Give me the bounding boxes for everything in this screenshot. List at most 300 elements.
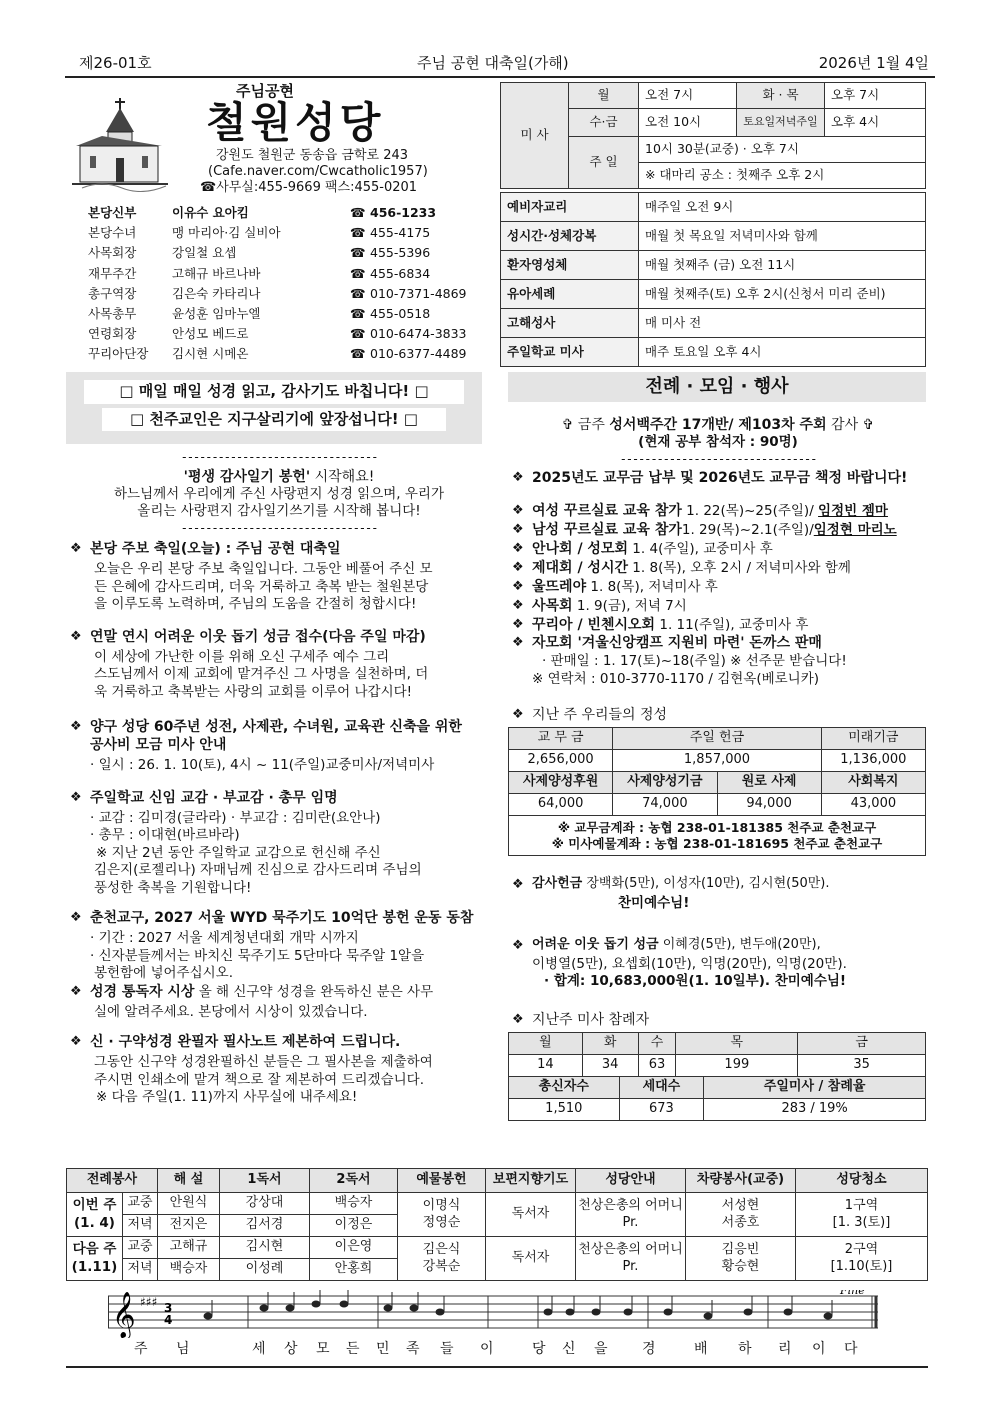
schedule-value: 매월 첫 목요일 저녁미사와 함께 [639,222,926,251]
staff-phone[interactable]: 010-6474-3833 [370,326,467,342]
footer-rule [66,1366,928,1368]
staff-role: 본당신부 [88,205,137,220]
diamond-icon: ❖ [512,635,524,651]
dues-notice [508,469,928,488]
roster-header: 성당안내 [576,1169,686,1193]
mass-time: 10시 30분(교중) · 오후 7시 [639,137,926,163]
mass-schedule-table [500,82,926,189]
lyric-syllable: 다 [844,1341,858,1357]
diamond-icon: ❖ [70,910,82,926]
roster-week-date: (1.11) [71,1258,118,1275]
notice-line: · 일시 : 26. 1. 10(토), 4시 ~ 11(주일)교중미사/저녁미사 [90,757,435,774]
parish-kicker: 주님공현 [236,82,294,100]
mass-day: 주 일 [569,137,639,189]
treble-clef-icon: 𝄞 [112,1292,136,1338]
gratitude-title: '평생 감사일기 봉헌' [183,468,311,485]
notice-line: 봉헌함에 넣어주십시오. [94,965,233,982]
music-note [566,1309,575,1316]
diamond-icon: ❖ [512,503,524,519]
thanks-list: 장백화(5만), 이성자(10만), 김시현(50만). [582,876,830,892]
staff-name: 김은숙 카타리나 [172,285,261,301]
notice-heading [66,789,492,808]
roster-cell: 교중 [123,1237,158,1259]
schedule-key: 주일학교 미사 [501,338,639,367]
bible-title: 성서백주간 17개반/ 제103차 주회 [609,417,827,433]
mass-time: 오전 7시 [639,83,737,109]
attendance-header: 금 [798,1032,926,1054]
schedule-value: 매 미사 전 [639,309,926,338]
staff-phone[interactable]: 455-6834 [370,265,431,281]
parish-name: 철원성당 [206,98,385,147]
notice-item [66,1033,492,1107]
diamond-icon: ❖ [512,541,524,556]
staff-row [88,326,498,346]
roster-header: 성당청소 [796,1169,928,1193]
music-note [664,1309,673,1316]
lyric-syllable: 족 [406,1341,420,1357]
phone-icon: ☎ [350,225,366,241]
offering-header: 교 무 금 [509,728,613,750]
roster-cell: 저녁 [123,1259,158,1281]
roster-cell [796,1193,928,1237]
notice-title: 춘천교구, 2027 서울 WYD 묵주기도 10억단 봉헌 운동 동참 [90,910,474,927]
schedule-value: 매월 첫째주 (금) 오전 11시 [639,251,926,280]
schedule-key: 유아세례 [501,280,639,309]
staff-role: 꾸리아단장 [88,346,149,362]
notice-heading-2 [66,736,492,755]
staff-name: 윤성훈 임마누엘 [172,305,261,321]
schedule-row [501,193,926,222]
issue-title: 주님 공현 대축일(가해) [417,54,569,72]
staff-role: 총구역장 [88,285,137,301]
event-detail: 1. 8(목), 오후 2시 / 저녁미사와 함께 [628,559,851,576]
schedule-key: 성시간·성체강복 [501,222,639,251]
notice-item [66,909,492,983]
notice-item [66,540,492,614]
event-title: 자모회 '겨울신앙캠프 지원비 마련' 돈까스 판매 [532,635,822,652]
lyrics [130,1340,870,1362]
roster-cell: 전지은 [158,1215,220,1237]
attendance-value: 283 / 19% [704,1098,926,1120]
notice-item [66,789,492,898]
notice-line: 실에 알려주세요. 본당에서 시상이 있겠습니다. [94,1003,368,1020]
diamond-icon: ❖ [512,877,524,893]
divider: - - - - - - - - - - - - - - - - - - - - - - - - - - - - - - - - [182,450,376,464]
event-person: 임정현 마리노 [813,522,897,539]
notice-title: 성경 통독자 시상 [90,984,195,1001]
phone-icon: ☎ [350,326,366,342]
poor-title: 어려운 이웃 돕기 성금 [532,936,659,952]
attendance-value: 199 [676,1054,798,1076]
lyric-syllable: 이 [480,1341,494,1357]
event-title: 안나회 / 성모회 [532,541,629,557]
roster-cell [686,1237,796,1281]
mass-label: 미 사 [501,83,569,189]
roster-cell [686,1193,796,1237]
notice-line: 스도님께서 이제 교회에 맡겨주신 그 사명을 실천하며, 더 [94,666,429,683]
phone-icon: ☎ [350,205,366,220]
event-item [508,597,928,616]
roster-header: 보편지향기도 [486,1169,576,1193]
diamond-icon: ❖ [512,616,524,632]
lyric-syllable: 경 [642,1341,656,1357]
roster-cell [796,1237,928,1281]
offering-value: 43,000 [821,794,925,816]
roster-header: 전례봉사 [67,1169,158,1193]
notice-title-2: 공사비 모금 미사 안내 [90,737,227,754]
offering-header: 미래기금 [821,728,925,750]
staff-list [88,205,498,367]
attendance-value: 673 [619,1098,704,1120]
diamond-icon: ❖ [70,629,82,644]
roster-cell-line: [1.10(토)] [830,1258,893,1274]
lyric-syllable: 상 [284,1341,298,1357]
notice-line: 욱 거룩하고 축복받는 사랑의 교회를 이루어 나갑시다! [94,683,413,700]
divider: - - - - - - - - - - - - - - - - - - - - - - - - - - - - - - - - [621,451,815,466]
thanks-end: 찬미예수님! [618,895,690,912]
schedule-row [501,251,926,280]
event-item [508,616,928,635]
poor-total: · 합계: 10,683,000원(1. 10일부). 찬미예수님! [544,973,847,990]
parish-cafe[interactable]: (Cafe.naver.com/Cwcatholic1957) [208,164,428,179]
music-note [204,1313,213,1320]
svg-text:♯♯♯: ♯♯♯ [140,1295,158,1309]
lyric-syllable: 당 [532,1341,546,1357]
diamond-icon: ❖ [512,707,524,723]
bible-post: 감사 ✞ [826,417,875,433]
staff-name: 고해규 바르나바 [172,265,261,281]
offering-header: 원로 사제 [717,772,821,794]
schedule-key: 고해성사 [501,309,639,338]
attendance-header: 세대수 [619,1076,704,1098]
staff-phone[interactable]: 455-0518 [370,305,431,321]
notice-line: 그동안 신구약 성경완필하신 분들은 그 필사본을 제출하여 [94,1054,433,1071]
music-note [312,1301,321,1308]
phone-icon: ☎ [350,285,366,301]
event-title: 제대회 / 성시간 [532,559,629,576]
bible-pre: ✞ 금주 [561,417,610,433]
schedule-key: 환자영성체 [501,251,639,280]
schedule-value: 매주일 오전 9시 [639,193,926,222]
staff-row [88,286,498,306]
notice-line: 주시면 인쇄소에 맡겨 책으로 잘 제본하여 드리겠습니다. [94,1071,424,1088]
roster-cell-line: 천상은총의 어머니 [578,1197,683,1213]
roster-week-label: 다음 주 [72,1240,117,1257]
music-note [286,1305,295,1312]
banner-line: □ 매일 매일 성경 읽고, 감사기도 바칩니다! □ [84,380,464,404]
schedule-row [501,280,926,309]
church-icon [72,96,168,192]
event-item [508,521,928,540]
event-item [508,502,928,521]
diamond-icon: ❖ [512,578,524,594]
staff-role: 사목회장 [88,245,137,261]
phone-icon: ☎ [350,245,366,261]
music-note [592,1309,601,1316]
roster-cell-line: 김응빈 [721,1241,760,1257]
diamond-icon: ❖ [512,1011,524,1027]
banner-line: □ 천주교인은 지구살리기에 앞장섭니다! □ [102,408,446,432]
svg-text:4: 4 [164,1313,173,1327]
mass-time: 오전 10시 [639,109,737,137]
lyric-syllable: 모 [316,1341,330,1357]
offering-value: 1,857,000 [613,750,822,772]
lyric-syllable: 민 [376,1341,390,1357]
lyric-syllable: 하 [738,1341,752,1357]
staff-row [88,225,498,245]
mass-day: 수·금 [569,109,639,137]
music-note [436,1309,445,1316]
poor-offering [508,937,928,954]
staff-row [88,245,498,265]
schedule-key: 예비자교리 [501,193,639,222]
notice-heading [66,628,492,647]
lyric-syllable: 주 [134,1341,148,1357]
event-detail: 1. 22(목)~25(주일)/ [681,503,819,520]
event-item [508,540,928,559]
diamond-icon: ❖ [512,597,524,613]
roster-cell-line: 천상은총의 어머니 [578,1241,683,1257]
svg-text:3: 3 [164,1301,173,1315]
issue-number: 제26-01호 [79,54,152,72]
schedule-row [501,338,926,367]
event-detail: 1. 9(금), 저녁 7시 [572,597,687,614]
diamond-icon: ❖ [512,937,524,953]
attendance-value: 35 [798,1054,926,1076]
roster-week [67,1193,123,1237]
event-item [508,634,928,653]
diamond-icon: ❖ [70,984,82,1000]
roster-cell-line: 독서자 [511,1206,550,1222]
staff-row [88,205,498,225]
roster-week-label: 이번 주 [72,1196,117,1213]
roster-week [67,1237,123,1281]
mass-day: 토요일저녁주일 [737,109,825,137]
staff-phone[interactable]: 010-7371-4869 [370,285,467,301]
roster-cell: 이은영 [310,1237,398,1259]
diamond-icon: ❖ [512,522,524,538]
poor-list: 이혜경(5만), 변두애(20만), [658,936,821,952]
parish-masthead [66,82,498,202]
gratitude-title-rest: 시작해요! [310,468,375,485]
notice-line: 을 이루도록 노력하며, 주님의 도움을 간절히 청합시다! [94,596,417,613]
notice-line: · 교감 : 김미경(글라라) · 부교감 : 김미란(요안나) [90,809,381,826]
roster-cell [576,1237,686,1281]
parish-office: ☎사무실:455-9669 팩스:455-0201 [200,180,418,195]
roster-cell: 백승자 [158,1259,220,1281]
dues-text: 2025년도 교무금 납부 및 2026년도 교무금 책정 바랍니다! [532,470,908,487]
roster-header: 예물봉헌 [398,1169,486,1193]
staff-phone[interactable]: 456-1233 [370,205,437,220]
roster-cell-line: 정영순 [422,1214,461,1230]
attendance-value: 63 [638,1054,676,1076]
staff-row [88,266,498,286]
notice-title: 연말 연시 어려운 이웃 돕기 성금 접수(다음 주일 마감) [90,629,426,645]
schedule-row [501,222,926,251]
event-person: 임정빈 젬마 [818,503,888,520]
lyric-syllable: 리 [778,1341,792,1357]
music-note [410,1305,419,1312]
mass-time: 오후 7시 [825,83,926,109]
account-line: ※ 미사예물계좌 : 농협 238-01-181695 천주교 춘천교구 [551,835,883,851]
attendance-header: 총신자수 [509,1076,620,1098]
notice-heading [66,718,492,737]
offering-value: 94,000 [717,794,821,816]
roster-cell: 김서경 [220,1215,310,1237]
roster-cell: 이정은 [310,1215,398,1237]
roster-cell-line: 2구역 [844,1241,879,1257]
roster-week-date: (1. 4) [74,1214,115,1231]
roster-header: 차량봉사(교중) [686,1169,796,1193]
offering-value: 64,000 [509,794,613,816]
divider: - - - - - - - - - - - - - - - - - - - - - - - - - - - - - - - - [182,520,376,535]
attendance-value: 14 [509,1054,583,1076]
diamond-icon: ❖ [70,541,82,557]
schedule-value: 매월 첫째주(토) 오후 2시(신청서 미리 준비) [639,280,926,309]
roster-cell: 이성례 [220,1259,310,1281]
offering-header: 사제양성후원 [509,772,613,794]
sacrament-schedule-table [500,192,926,367]
roster-cell-line: 이명식 [422,1197,461,1213]
roster-header: 해 설 [158,1169,220,1193]
notice-title: 본당 주보 축일(오늘) : 주님 공현 대축일 [90,541,341,558]
thanks-offering [508,876,928,893]
music-notation [108,1290,878,1338]
roster-cell-line: 독서자 [511,1250,550,1266]
attendance-title [508,1011,928,1030]
lyric-syllable: 배 [694,1341,708,1357]
gratitude-line: 올리는 사랑편지 감사일기쓰기를 시작해 봅니다! [137,503,421,520]
notice-heading [66,540,492,559]
notice-heading [66,983,492,1002]
event-detail: 1. 29(목)~2.1(주일)/ [681,522,814,539]
music-note [260,1305,269,1312]
notice-item [66,983,492,1021]
staff-role: 연령회장 [88,326,137,342]
event-title: 남성 꾸르실료 교육 참가 [532,522,682,539]
roster-cell: 안홍희 [310,1259,398,1281]
event-detail: 1. 8(목), 저녁미사 후 [586,578,718,595]
mass-note: ※ 대마리 공소 : 첫째주 오후 2시 [639,163,926,189]
staff-phone[interactable]: 010-6377-4489 [370,346,467,362]
sale-date-text: · 판매일 : 1. 17(토)~18(주일) ※ 선주문 받습니다! [542,653,847,670]
notice-title: 신 · 구약성경 완필자 필사노트 제본하여 드립니다. [90,1034,401,1051]
roster-cell [398,1237,486,1281]
lyric-syllable: 들 [440,1341,454,1357]
notice-line: 든 은혜에 감사드리며, 더욱 거룩하고 축복 받는 철원본당 [94,578,429,595]
section-heading: 전례 · 모임 · 행사 [508,372,926,402]
diamond-icon: ❖ [512,470,524,486]
roster-cell-line: 김은식 [422,1241,461,1257]
right-column [508,416,928,1121]
music-note [744,1309,753,1316]
event-item [508,578,928,597]
staff-role: 본당수녀 [88,225,137,241]
event-title: 울뜨레야 [532,578,587,595]
notice-heading [66,1033,492,1052]
staff-phone[interactable]: 455-5396 [370,245,431,261]
notice-line: 이 세상에 가난한 이를 위해 오신 구세주 예수 그리 [94,648,390,665]
notice-title: 양구 성당 60주년 성전, 사제관, 수녀원, 교육관 신축을 위한 [90,718,462,735]
attendance-table [508,1032,926,1121]
music-staff [108,1290,878,1338]
roster-cell: 강상대 [220,1193,310,1215]
gratitude-line: 하느님께서 우리에게 주신 사랑편지 성경 읽으며, 우리가 [114,485,444,502]
attendance-header: 화 [582,1032,638,1054]
roster-cell: 안원식 [158,1193,220,1215]
staff-name: 김시현 시메온 [172,346,249,362]
schedule-row [501,309,926,338]
banner [66,372,482,444]
thanks-title: 감사헌금 [532,876,583,892]
staff-name: 이유수 요아킴 [172,205,249,220]
notice-line: ※ 지난 2년 동안 주일학교 교감으로 헌신해 주신 [96,844,381,861]
diamond-icon: ❖ [70,718,82,734]
left-column [66,450,492,1107]
offering-header: 주일 헌금 [613,728,822,750]
staff-role: 재무주간 [88,265,137,281]
music-note [824,1313,833,1320]
account-info [509,816,926,856]
music-note [704,1313,713,1320]
notice-line: ※ 다음 주일(1. 11)까지 사무실에 내주세요! [96,1089,358,1106]
lyric-syllable: 을 [594,1341,608,1357]
roster-cell-line: [1. 3(토)] [832,1214,891,1230]
notice-heading [66,909,492,928]
offering-value: 1,136,000 [821,750,925,772]
roster-cell-line: Pr. [622,1214,639,1230]
music-note [544,1309,553,1316]
issue-date: 2026년 1월 4일 [818,54,929,72]
roster-header: 2독서 [310,1169,398,1193]
notice-title: 주일학교 신임 교감 · 부교감 · 총무 임명 [90,789,338,806]
diamond-icon: ❖ [70,1034,82,1050]
notice-line: · 기간 : 2027 서울 세계청년대회 개막 시까지 [90,930,359,947]
parish-address: 강원도 철원군 동송읍 금학로 243 [216,148,409,163]
roster-cell-line: 서성현 [721,1197,760,1213]
attendance-header: 월 [509,1032,583,1054]
offering-value: 74,000 [613,794,717,816]
roster-cell: 고해규 [158,1237,220,1259]
music-note [624,1309,633,1316]
event-title: 꾸리아 / 빈첸시오회 [532,616,656,633]
roster-cell [486,1193,576,1237]
staff-phone[interactable]: 455-4175 [370,225,431,241]
notice-line: · 신자분들께서는 바치신 묵주기도 5단마다 묵주알 1알을 [90,947,425,964]
event-title: 여성 꾸르실료 교육 참가 [532,503,682,520]
offering-header: 사제양성기금 [613,772,717,794]
staff-name: 맹 마리아·김 실비아 [172,225,281,241]
offering-table [508,727,926,856]
roster-cell: 백승자 [310,1193,398,1215]
notice-line: · 총무 : 이대현(바르바라) [90,827,240,844]
poor-list-2: 이병열(5만), 요셉회(10만), 익명(20만), 익명(20만). [532,955,847,972]
attendance-title-text: 지난주 미사 참례자 [532,1011,650,1028]
lyric-syllable: 신 [562,1341,576,1357]
lyric-syllable: 이 [812,1341,826,1357]
event-title: 사목회 [532,597,573,614]
notice-title-rest: 올 해 신구약 성경을 완독하신 분은 사무 [194,984,434,1001]
attendance-header: 수 [638,1032,676,1054]
phone-icon: ☎ [350,305,366,321]
roster-cell-line: Pr. [622,1258,639,1274]
roster-cell: 저녁 [123,1215,158,1237]
staff-name: 안성모 베드로 [172,326,249,342]
staff-role: 사목총무 [88,305,137,321]
notice-item [66,718,492,775]
attendance-header: 주일미사 / 참례율 [704,1076,926,1098]
sale-date [508,653,928,671]
